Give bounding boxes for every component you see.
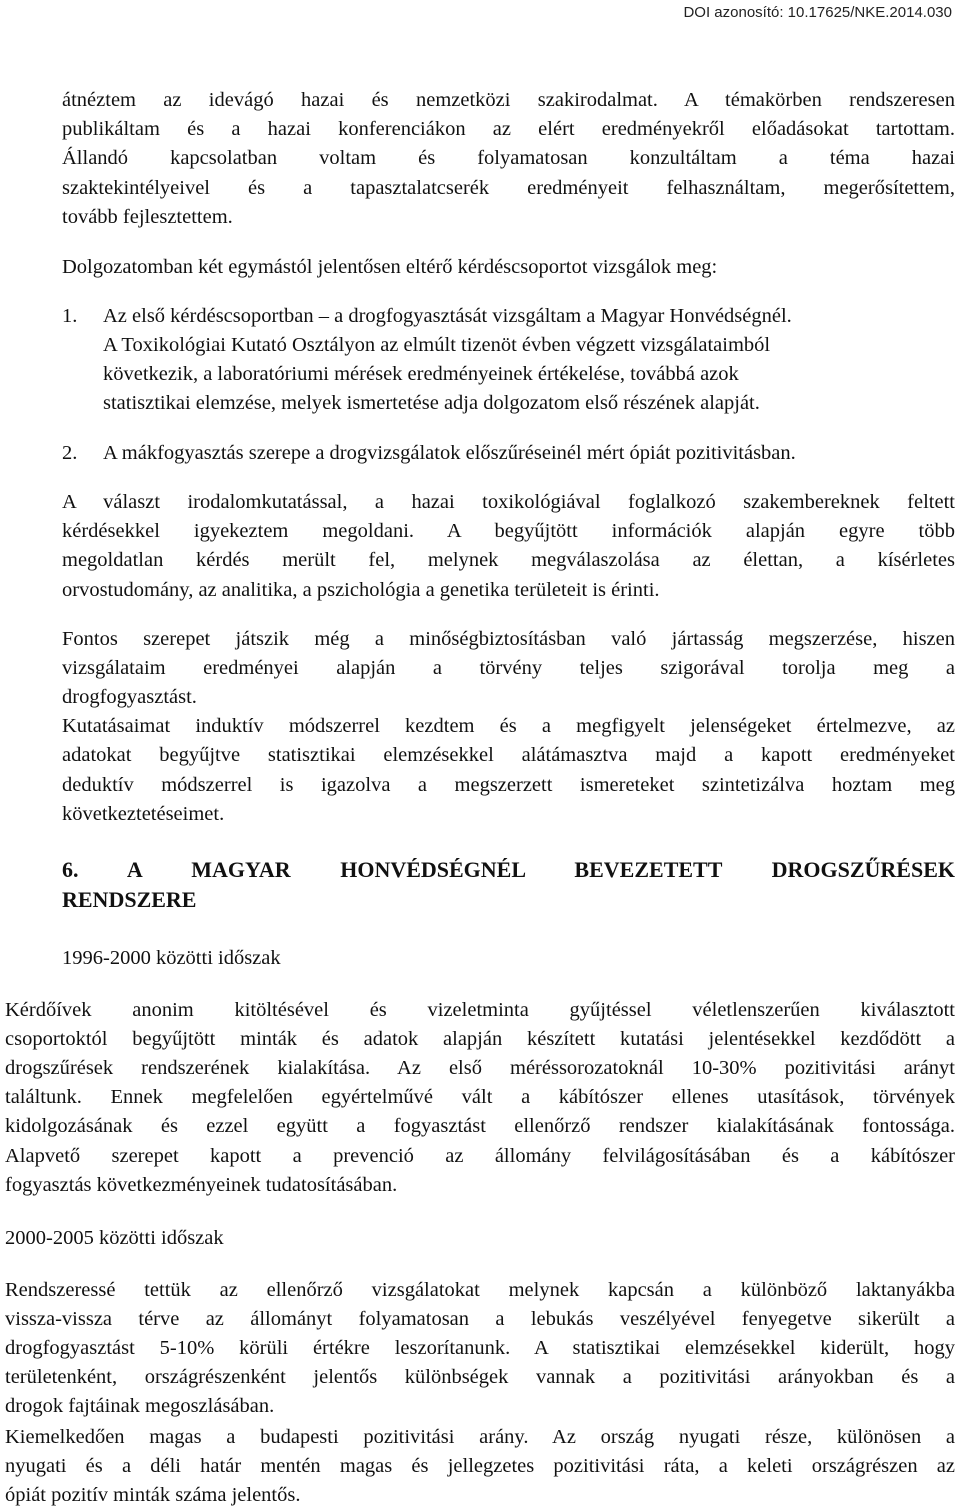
item1-number: 1. — [62, 305, 78, 327]
item1-line-1: Az első kérdéscsoportban – a drogfogyasztását vizsgáltam a Magyar Honvédségnél. — [103, 305, 792, 327]
period1-title: 1996-2000 közötti időszak — [62, 947, 281, 969]
para3-line-2: vizsgálataim eredményei alapján a törvény teljes szigorával torolja meg a — [62, 657, 955, 679]
period2-line-8: ópiát pozitív minták száma jelentős. — [5, 1484, 301, 1506]
period1-line-6: Alapvető szerepet kapott a prevenció az állomány felvilágosításában és a kábítószer — [5, 1145, 955, 1167]
para1-line-4: szaktekintélyeivel és a tapasztalatcserék eredményeit felhasználtam, megerősítettem, — [62, 177, 955, 199]
para4-line-2: adatokat begyűjtve statisztikai elemzésekkel alátámasztva majd a kapott eredményeket — [62, 744, 955, 766]
item2-line: A mákfogyasztás szerepe a drogvizsgálatok előszűréseinél mért ópiát pozitivitásban. — [103, 442, 796, 464]
section-heading-line-2: RENDSZERE — [62, 887, 197, 912]
period1-line-3: drogszűrések rendszerének kialakítása. Az első méréssorozatoknál 10-30% pozitivitási arányt — [5, 1057, 955, 1079]
period2-line-5: drogok fajtáinak megoszlásában. — [5, 1395, 275, 1417]
item2-number: 2. — [62, 442, 78, 464]
period1-line-2: csoportoktól begyűjtött minták és adatok alapján készített kutatási jelentésekkel kezdődött a — [5, 1028, 955, 1050]
para4-line-1: Kutatásaimat induktív módszerrel kezdtem és a megfigyelt jelenségeket értelmezve, az — [62, 715, 955, 737]
para1-line-1: átnéztem az idevágó hazai és nemzetközi szakirodalmat. A témakörben rendszeresen — [62, 89, 955, 111]
period2-line-2: vissza-vissza térve az állományt folyamatosan a lebukás veszélyével fenyegetve sikerült a — [5, 1308, 955, 1330]
period1-line-1: Kérdőívek anonim kitöltésével és vizeletminta gyűjtéssel véletlenszerűen kiválasztott — [5, 999, 955, 1021]
period2-line-1: Rendszeressé tettük az ellenőrző vizsgálatokat melynek kapcsán a különböző laktanyákba — [5, 1279, 955, 1301]
intro-line: Dolgozatomban két egymástól jelentősen eltérő kérdéscsoportot vizsgálok meg: — [62, 256, 718, 278]
period2-line-7: nyugati és a déli határ mentén magas és jellegzetes pozitivitási ráta, a keleti országrészen az — [5, 1455, 955, 1477]
period1-line-4: találtunk. Ennek megfelelően egyértelművé vált a kábítószer ellenes utasítások, törvények — [5, 1086, 955, 1108]
para1-line-3: Állandó kapcsolatban voltam és folyamatosan konzultáltam a téma hazai — [62, 147, 955, 169]
para2-line-1: A választ irodalomkutatással, a hazai toxikológiával foglalkozó szakembereknek feltett — [62, 491, 955, 513]
period2-line-6: Kiemelkedően magas a budapesti pozitivitási arány. Az ország nyugati része, különösen a — [5, 1426, 955, 1448]
para2-line-4: orvostudomány, az analitika, a pszichológia a genetika területeit is érinti. — [62, 579, 660, 601]
period1-line-7: fogyasztás következményeinek tudatosításában. — [5, 1174, 398, 1196]
item1-line-2: A Toxikológiai Kutató Osztályon az elmúlt tizenöt évben végzett vizsgálataimból — [103, 334, 771, 356]
period1-line-5: kidolgozásának és ezzel együtt a fogyasztást ellenőrző rendszer kialakításának fontossága. — [5, 1115, 955, 1137]
para2-line-3: megoldatlan kérdés merült fel, melynek megválaszolása az élettan, a kísérletes — [62, 549, 955, 571]
para3-line-3: drogfogyasztást. — [62, 686, 197, 708]
item1-line-4: statisztikai elemzése, melyek ismertetése adja dolgozatom első részének alapját. — [103, 392, 760, 414]
section-heading-line-1: 6. A MAGYAR HONVÉDSÉGNÉL BEVEZETETT DROGSZŰRÉSEK — [62, 857, 955, 882]
para4-line-3: deduktív módszerrel is igazolva a megszerzett ismereteket szintetizálva hoztam meg — [62, 774, 955, 796]
para3-line-1: Fontos szerepet játszik még a minőségbiztosításban való jártasság megszerzése, hiszen — [62, 628, 955, 650]
para2-line-2: kérdésekkel igyekeztem megoldani. A begyűjtött információk alapján egyre több — [62, 520, 955, 542]
para4-line-4: következtetéseimet. — [62, 803, 225, 825]
period2-title: 2000-2005 közötti időszak — [5, 1227, 224, 1249]
period2-line-3: drogfogyasztást 5-10% körüli értékre leszorítanunk. A statisztikai elemzésekkel kiderült, hogy — [5, 1337, 955, 1359]
para1-line-2: publikáltam és a hazai konferenciákon az elért eredményekről előadásokat tartottam. — [62, 118, 955, 140]
period2-line-4: területenként, országrészenként jelentős különbségek vannak a pozitivitási arányokban és a — [5, 1366, 955, 1388]
para1-line-5: tovább fejlesztettem. — [62, 206, 233, 228]
doi-header: DOI azonosító: 10.17625/NKE.2014.030 — [683, 4, 952, 21]
item1-line-3: következik, a laboratóriumi mérések eredményeinek értékelése, továbbá azok — [103, 363, 739, 385]
